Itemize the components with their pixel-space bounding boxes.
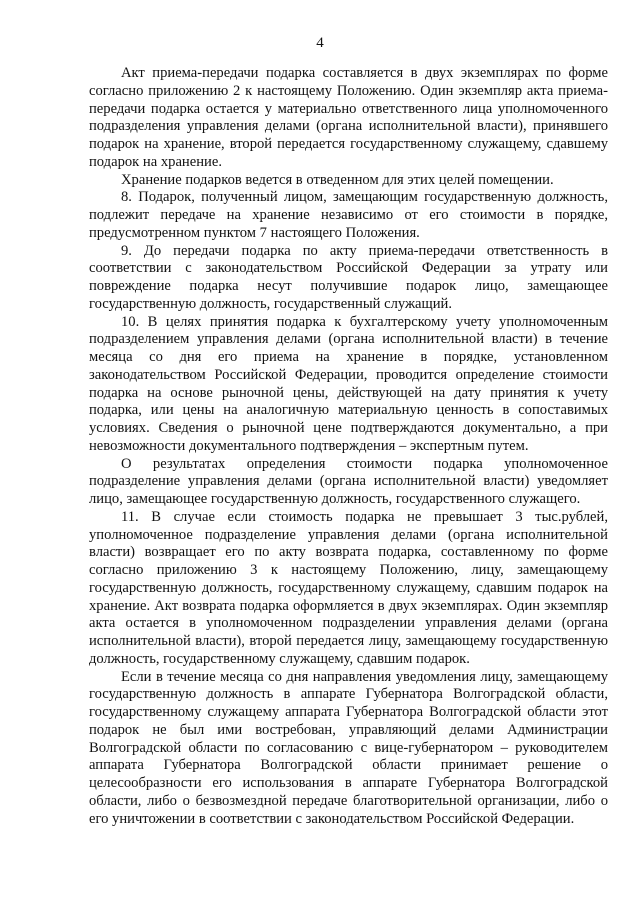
document-body	[89, 65, 608, 828]
page-number: 4	[316, 35, 324, 51]
paragraph-storage: Хранение подарков ведется в отведенном для этих целей помещении.	[121, 171, 554, 188]
paragraph-act-transfer: Акт приема-передачи подарка составляется в двух экземплярах по форме согласно приложению 2 к настоящему Положению. Один экземпляр акта приема-передачи подарка остается у материально ответственного лица уполномоченного подразделения управления делами (органа исполнительной власти), принявшего подарок на хранение, второй передается государственному служащему, сдавшему подарок на хранение.	[89, 65, 608, 170]
paragraph-item-10: 10. В целях принятия подарка к бухгалтерскому учету уполномоченным подразделением управления делами (органа исполнительной власти) в течение месяца со дня его приема на хранение в порядке, установленном законодательством Российской Федерации, проводится определение стоимости подарка на основе рыночной цены, действующей на дату принятия к учету подарка, или цены на аналогичную материальную ценность в сопоставимых условиях. Сведения о рыночной цене подтверждаются документально, а при невозможности документального подтверждения – экспертным путем.	[89, 313, 608, 454]
paragraph-item-9: 9. До передачи подарка по акту приема-передачи ответственность в соответствии с законодательством Российской Федерации за утрату или повреждение подарка несут получившие подарок лицо, замещающее государственную должность, государственный служащий.	[89, 242, 608, 312]
paragraph-item-11: 11. В случае если стоимость подарка не превышает 3 тыс.рублей, уполномоченное подразделение управления делами (органа исполнительной власти) возвращает его по акту возврата подарка, составленному по форме согласно приложению 3 к настоящему Положению, лицу, замещающему государственную должность, государственному служащему, сдавшим подарок на хранение. Акт возврата подарка оформляется в двух экземплярах. Один экземпляр акта остается в уполномоченном подразделении управления делами (органа исполнительной власти), второй передается лицу, замещающему государственную должность, государственному служащему, сдавшим подарок.	[89, 508, 608, 667]
paragraph-valuation-results: О результатах определения стоимости подарка уполномоченное подразделение управления делами (органа исполнительной власти) уведомляет лицо, замещающее государственную должность, государственного служащего.	[89, 455, 608, 507]
paragraph-item-8: 8. Подарок, полученный лицом, замещающим государственную должность, подлежит передаче на хранение независимо от его стоимости в порядке, предусмотренном пунктом 7 настоящего Положения.	[89, 189, 608, 241]
paragraph-unclaimed-gift: Если в течение месяца со дня направления уведомления лицу, замещающему государственную должность в аппарате Губернатора Волгоградской области, государственному служащему аппарата Губернатора Волгоградской области этот подарок не был ими востребован, управляющий делами Администрации Волгоградской области по согласованию с вице-губернатором – руководителем аппарата Губернатора Волгоградской области принимает решение о целесообразности его использования в аппарате Губернатора Волгоградской области, либо о безвозмездной передаче благотворительной организации, либо о его уничтожении в соответствии с законодательством Российской Федерации.	[89, 668, 608, 827]
